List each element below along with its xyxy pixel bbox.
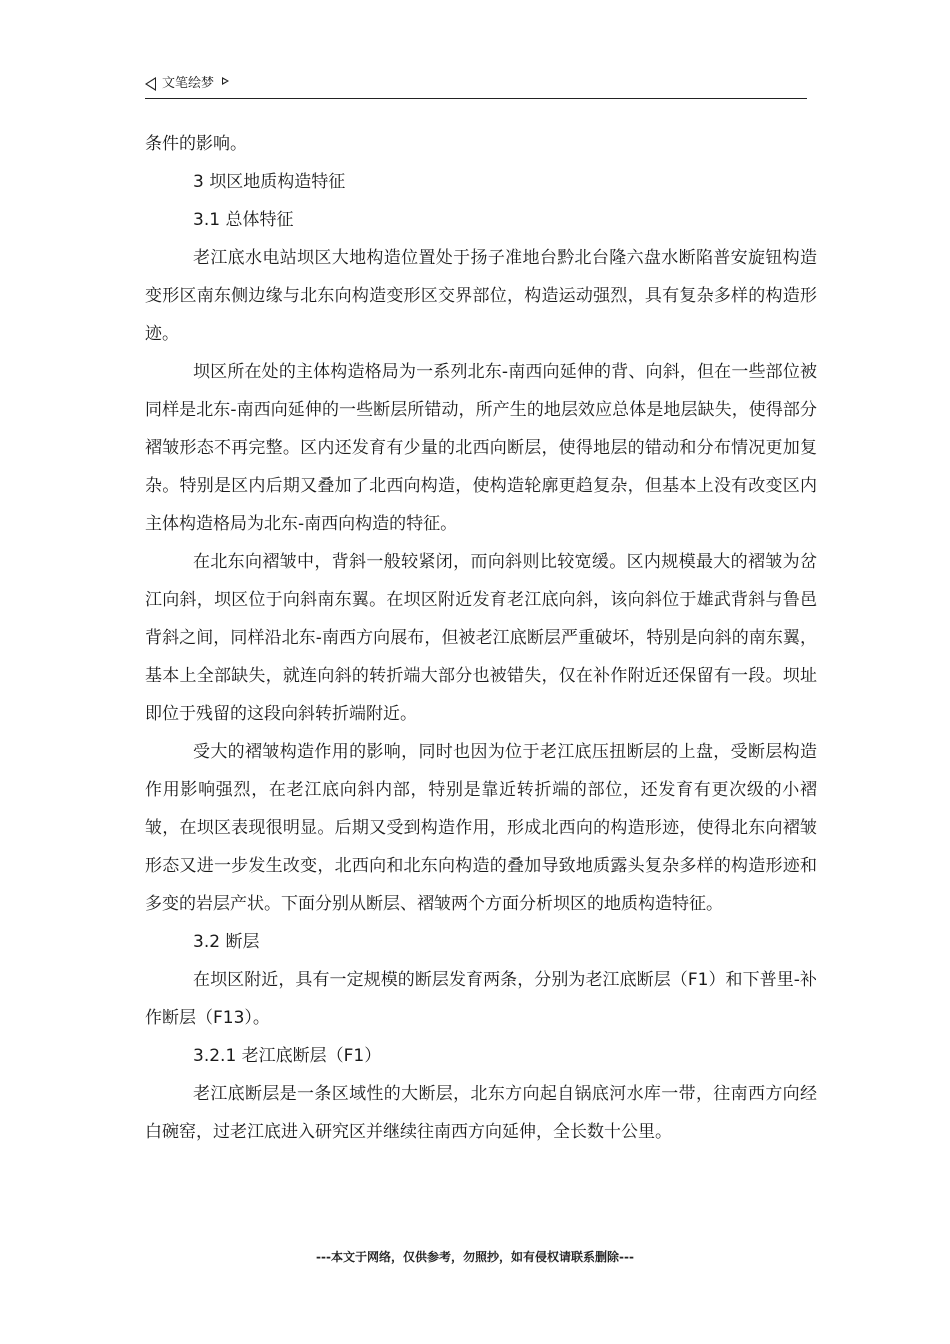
- document-body: [145, 125, 817, 1151]
- section-heading-3: 3 坝区地质构造特征: [193, 172, 346, 192]
- paragraph-5: 在北东向褶皱中，背斜一般较紧闭，而向斜则比较宽缓。区内规模最大的褶皱为岔江向斜，坝区位于向斜南东翼。在坝区附近发育老江底向斜，该向斜位于雄武背斜与鲁邑背斜之间，同样沿北东-南西方向展布，但被老江底断层严重破坏，特别是向斜的南东翼，基本上全部缺失，就连向斜的转折端大部分也被错失，仅在补作附近还保留有一段。坝址即位于残留的这段向斜转折端附近。: [145, 552, 817, 724]
- paragraph-4: 坝区所在处的主体构造格局为一系列北东-南西向延伸的背、向斜，但在一些部位被同样是北东-南西向延伸的一些断层所错动，所产生的地层效应总体是地层缺失，使得部分褶皱形态不再完整。区内还发育有少量的北西向断层，使得地层的错动和分布情况更加复杂。特别是区内后期又叠加了北西向构造，使构造轮廓更趋复杂，但基本上没有改变区内主体构造格局为北东-南西向构造的特征。: [145, 362, 817, 534]
- paragraph-6: 受大的褶皱构造作用的影响，同时也因为位于老江底压扭断层的上盘，受断层构造作用影响强烈，在老江底向斜内部，特别是靠近转折端的部位，还发育有更次级的小褶皱，在坝区表现很明显。后期又受到构造作用，形成北西向的构造形迹，使得北东向褶皱形态又进一步发生改变，北西向和北东向构造的叠加导致地质露头复杂多样的构造形迹和多变的岩层产状。下面分别从断层、褶皱两个方面分析坝区的地质构造特征。: [145, 742, 817, 914]
- triangle-left-icon: [145, 77, 156, 91]
- page-footer: ---本文于网络，仅供参考，勿照抄，如有侵权请联系删除---: [316, 1250, 634, 1264]
- paragraph-0: 条件的影响。: [145, 134, 247, 154]
- page-header: [145, 72, 807, 99]
- triangle-right-icon: [222, 77, 229, 85]
- header-brand: [145, 74, 229, 94]
- paragraph-10: 老江底断层是一条区域性的大断层，北东方向起自锅底河水库一带，往南西方向经白碗窑，过老江底进入研究区并继续往南西方向延伸，全长数十公里。: [145, 1084, 817, 1142]
- section-heading-3-2-1: 3.2.1 老江底断层（F1）: [193, 1046, 382, 1066]
- header-title: 文笔绘梦: [162, 76, 215, 91]
- section-heading-3-1: 3.1 总体特征: [193, 210, 294, 230]
- paragraph-8: 在坝区附近，具有一定规模的断层发育两条，分别为老江底断层（F1）和下普里-补作断层（F13）。: [145, 970, 817, 1028]
- paragraph-3: 老江底水电站坝区大地构造位置处于扬子准地台黔北台隆六盘水断陷普安旋钮构造变形区南东侧边缘与北东向构造变形区交界部位，构造运动强烈，具有复杂多样的构造形迹。: [145, 248, 817, 344]
- section-heading-3-2: 3.2 断层: [193, 932, 260, 952]
